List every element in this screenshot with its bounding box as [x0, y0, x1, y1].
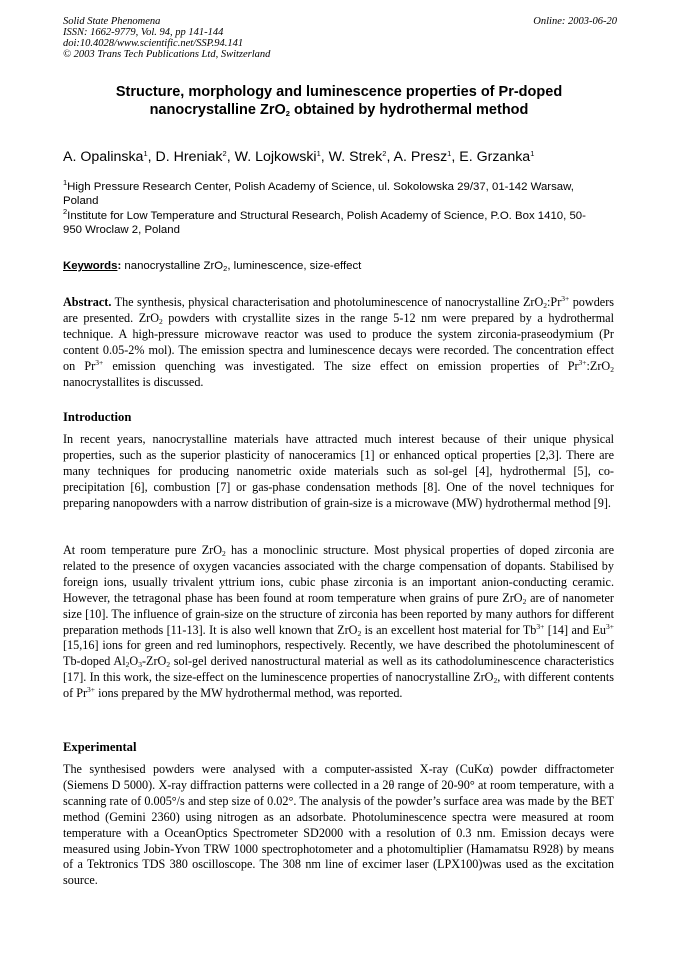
author: A. Presz	[393, 149, 448, 165]
introduction-paragraph-1: In recent years, nanocrystalline materials have attracted much interest because of their unique physical properties, such as the superior plasticity of nanoceramics [1] or enhanced optical properties [2,3]. There are many techniques for producing nanometric oxide materials such as sol-gel [4], hydrothermal [5], co-precipitation [6], combustion [7] or gas-phase condensation methods [8]. One of the novel techniques for preparing nanopowders with a narrow distribution of grain-size is a microwave (MW) hydrothermal method [9].	[63, 432, 614, 510]
experimental-paragraph: The synthesised powders were analysed with a computer-assisted X-ray (CuKα) powder diffractometer (Siemens D 5000). X-ray diffraction patterns were collected in a 2θ range of 20-90° at room temperature, with a scanning rate of 0.005°/s and step size of 0.02°. The analysis of the powder’s surface area was made by the BET method (Gemini 2360) using nitrogen as an adsorbate. Photoluminescence spectra were measured at room temperature with a OceanOptics Spectrometer SD2000 with a resolution of 0.3 nm. Emission decays were measured using Jobin-Yvon TRW 1000 spectrophotometer and a photomultiplier (Hamamatsu R928) by means of a Tektronics TDS 380 oscilloscope. The 308 nm line of excimer laser (LPX100)was used as the excitation source.	[63, 762, 614, 888]
issn-line: ISSN: 1662-9779, Vol. 94, pp 141-144	[63, 27, 224, 38]
author-list: A. Opalinska$^1$, D. Hreniak$^2$, W. Lojkowski$^1$, W. Strek$^2$, A. Presz$^1$, E. Grzanka$^1$	[63, 149, 535, 165]
experimental-heading: Experimental	[63, 740, 137, 754]
paper-title: Structure, morphology and luminescence properties of Pr-doped nanocrystalline ZrO$_2$ obtained by hydrothermal method	[115, 84, 563, 118]
author: E. Grzanka	[459, 149, 531, 165]
introduction-paragraph-2: At room temperature pure ZrO$_2$ has a monoclinic structure. Most physical properties of doped zirconia are related to the presence of oxygen vacancies associated with the charge compensation of dopants. Stabilised by foreign ions, usually trivalent yttrium ions, cubic phase zirconia is an important anion-conducting ceramic. However, the tetragonal phase has been found at room temperature when grains of pure ZrO$_2$ are of nanometer size [10]. The influence of grain-size on the structure of zirconia has been reported by many authors for different preparation methods [11-13]. It is also well known that ZrO$_2$ is an excellent host material for $Tb^{3+}$ [14] and $Eu^{3+}$ [15,16] ions for green and red luminophors, respectively. Recently, we have described the photoluminescent of Tb-doped $Al_2O_3-ZrO_2$ sol-gel derived nanostructural material as well as its cathodoluminescence characteristics [17]. In this work, the size-effect on the luminescence properties of nanocrystalline ZrO$_2$, with different contents of $Pr^{3+}$ ions prepared by the MW hydrothermal method, was reported.	[63, 543, 614, 701]
author: A. Opalinska	[63, 149, 144, 165]
abstract: Abstract. The synthesis, physical characterisation and photoluminescence of nanocrystalline $ZrO_2:Pr^{3+}$ powders are presented. ZrO$_2$ powders with crystallite sizes in the range 5-12 nm were prepared by a hydrothermal technique. A high-pressure microwave reactor was used to produce the system zirconia-praseodymium (Pr content 0.05-2% mol). The emission spectra and luminescence decays were recorded. The concentration effect on $Pr^{3+}$ emission quenching was investigated. The size effect on emission properties of $Pr^{3+}:ZrO_2$ nanocrystallites is discussed.	[63, 294, 614, 389]
author: W. Lojkowski	[234, 149, 317, 165]
journal-name: Solid State Phenomena	[63, 16, 161, 27]
affiliation-2: $^2$Institute for Low Temperature and Structural Research, Polish Academy of Science, P.O. Box 1410, 50-950 Wroclaw 2, Poland	[63, 206, 586, 237]
affiliations	[63, 180, 603, 238]
copyright-line: © 2003 Trans Tech Publications Ltd, Switzerland	[63, 49, 271, 60]
author: W. Strek	[328, 149, 383, 165]
page-header	[63, 16, 617, 60]
doi-line: doi:10.4028/www.scientific.net/SSP.94.141	[63, 38, 244, 49]
keywords-label: Keywords	[63, 260, 118, 272]
online-date: Online: 2003-06-20	[533, 16, 617, 27]
affiliation-1: $^1$High Pressure Research Center, Polish Academy of Science, ul. Sokolowska 29/37, 01-142 Warsaw, Poland	[63, 178, 574, 208]
introduction-heading: Introduction	[63, 410, 132, 424]
keywords: Keywords: nanocrystalline ZrO$_2$, luminescence, size-effect	[63, 260, 362, 273]
abstract-label: Abstract.	[63, 295, 112, 309]
author: D. Hreniak	[155, 149, 223, 165]
